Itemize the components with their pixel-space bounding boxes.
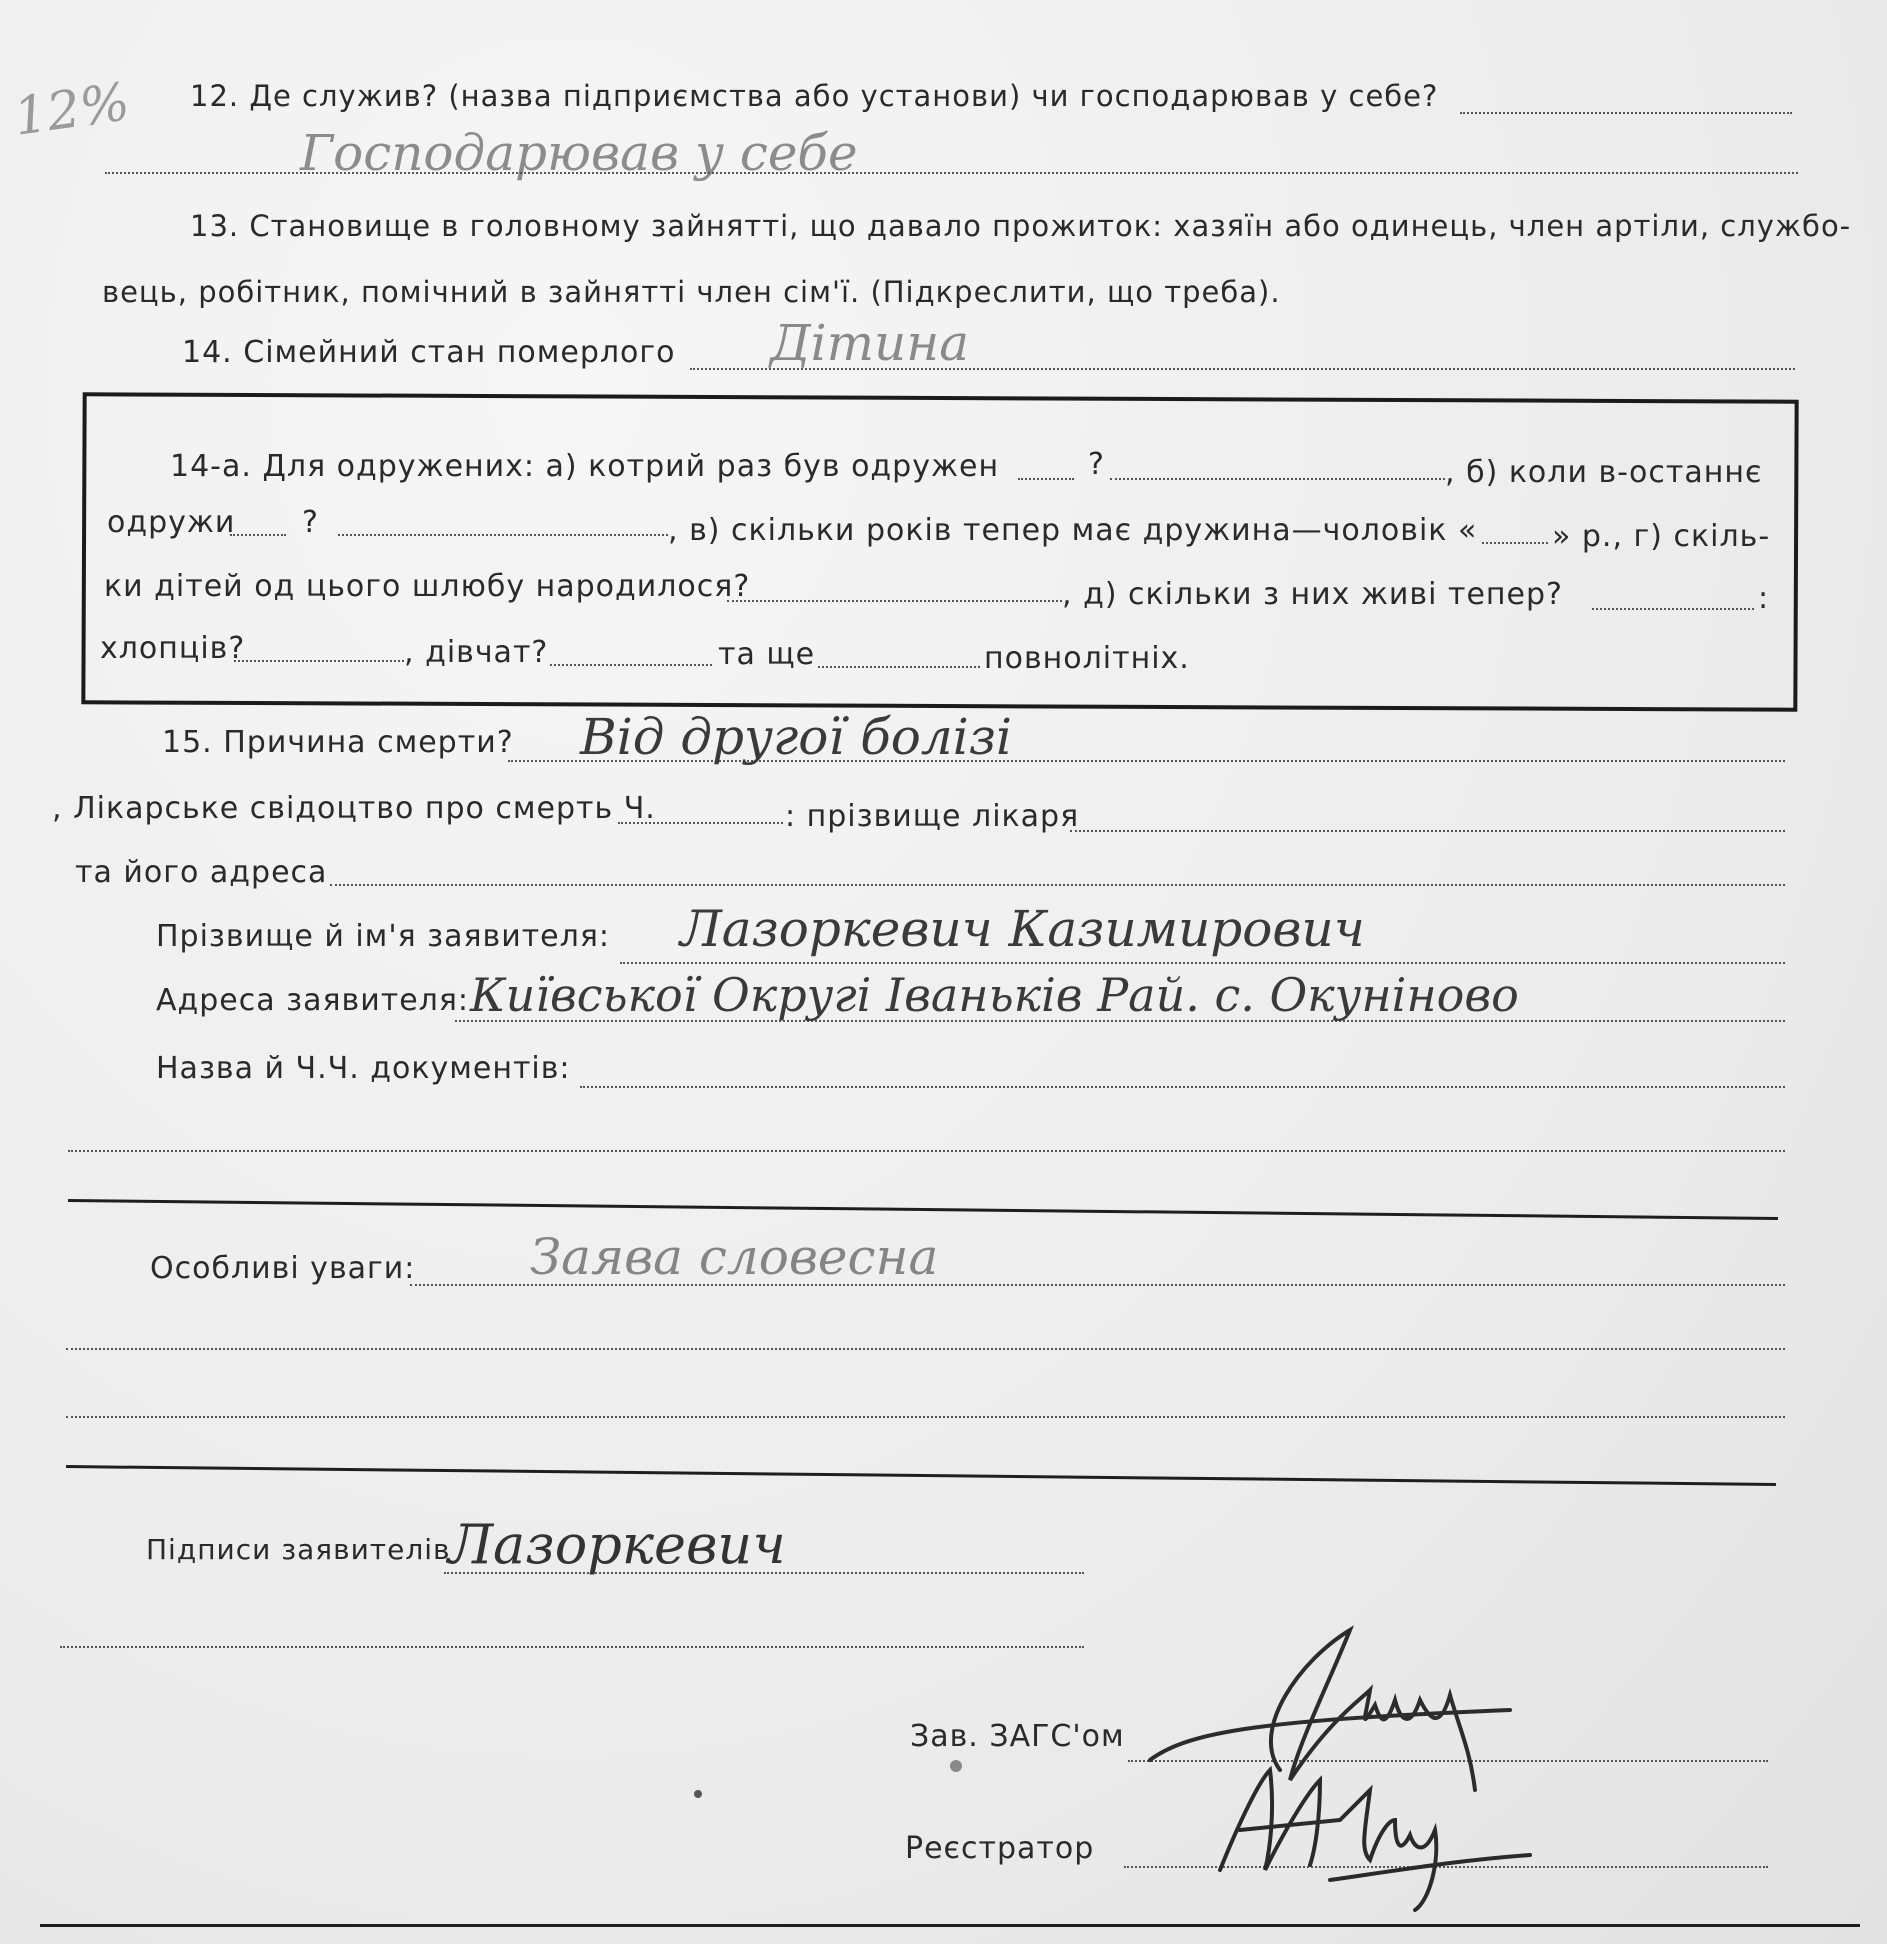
- applicant-signature-label: Підписи заявителів: [146, 1533, 451, 1566]
- remarks-dots-2: [66, 1348, 1785, 1350]
- q14a-dots-2: [1110, 478, 1445, 480]
- q14a-part5: » р., г) скіль-: [1552, 519, 1771, 554]
- medical-dots-3: [330, 884, 1785, 886]
- applicant-signature: Лазоркевич: [448, 1513, 786, 1576]
- q14a-dots-6: [727, 600, 1062, 602]
- documents-dots-2: [68, 1150, 1785, 1152]
- q14a-part1: 14-а. Для одружених: а) котрий раз був одружен: [170, 449, 1000, 484]
- q14a-dots-3: [230, 534, 286, 536]
- q14a-part8: хлопців?: [100, 631, 246, 666]
- q14-label: 14. Сімейний стан померлого: [182, 335, 676, 370]
- applicant-name-value: Лазоркевич Казимирович: [680, 900, 1365, 958]
- q14a-dots-4: [338, 534, 668, 536]
- q14a-dots-7: [1592, 608, 1754, 610]
- zags-head-label: Зав. ЗАГС'ом: [910, 1719, 1125, 1754]
- applicant-signature-dots-2: [60, 1646, 1084, 1648]
- registrar-label: Реєстратор: [905, 1831, 1095, 1866]
- applicant-address-value: Київської Округі Іваньків Рай. с. Окуніново: [470, 968, 1519, 1022]
- q13-line2: вець, робітник, помічний в зайнятті член сім'ї. (Підкреслити, що треба).: [102, 275, 1281, 309]
- q14a-part6: ки дітей од цього шлюбу народилося?: [104, 569, 751, 604]
- q12-dots-1: [1460, 112, 1792, 114]
- q15-label: 15. Причина смерти?: [162, 725, 514, 760]
- remarks-label: Особливі уваги:: [150, 1251, 416, 1286]
- applicant-name-dots: [620, 962, 1785, 964]
- q14a-part4: , в) скільки років тепер має дружина—чоловік «: [668, 513, 1478, 548]
- applicant-address-label: Адреса заявителя:: [156, 983, 470, 1018]
- q12-answer: Господарював у себе: [300, 124, 858, 182]
- q14a-dots-10: [818, 666, 980, 668]
- q14a-part7-end: :: [1758, 581, 1770, 616]
- medical-label-1: , Лікарське свідоцтво про смерть Ч.: [52, 791, 656, 826]
- bottom-rule: [40, 1924, 1860, 1927]
- q14a-part2: , б) коли в-останнє: [1445, 455, 1763, 490]
- q14a-qmark1: ?: [1088, 447, 1105, 482]
- medical-label-2: : прізвище лікаря: [785, 799, 1080, 834]
- q14a-dots-1: [1018, 478, 1074, 480]
- q12-label: 12. Де служив? (назва підприємства або установи) чи господарював у себе?: [190, 79, 1439, 113]
- q15-answer: Від другої болізі: [580, 708, 1012, 766]
- registrar-signature: [1200, 1760, 1580, 1920]
- medical-dots-1: [618, 822, 783, 824]
- q12-dots-2: [105, 172, 1798, 174]
- documents-dots-1: [580, 1086, 1785, 1088]
- q14a-dots-9: [550, 664, 712, 666]
- q13-line1: 13. Становище в головному зайнятті, що давало прожиток: хазяїн або одинець, член артіли, службо-: [190, 209, 1852, 243]
- q14-answer: Дітина: [770, 314, 969, 372]
- margin-note: 12%: [10, 72, 134, 148]
- medical-label-3: та його адреса: [75, 855, 328, 890]
- q14a-dots-8: [234, 660, 404, 662]
- q14a-dots-5: [1482, 542, 1548, 544]
- q14a-part9: , дівчат?: [404, 635, 549, 670]
- ink-dot: [950, 1760, 962, 1772]
- documents-label: Назва й Ч.Ч. документів:: [156, 1051, 571, 1086]
- ink-dot: [694, 1790, 702, 1798]
- medical-dots-2: [1070, 830, 1785, 832]
- q14a-qmark2: ?: [302, 505, 319, 540]
- q14a-part7: , д) скільки з них живі тепер?: [1062, 577, 1563, 612]
- q14a-part3: одружи: [107, 505, 236, 540]
- married-section-box: [81, 392, 1798, 711]
- remarks-value: Заява словесна: [530, 1228, 939, 1286]
- section-rule-1: [68, 1199, 1778, 1220]
- q14a-part11: повнолітніх.: [984, 641, 1190, 676]
- applicant-name-label: Прізвище й ім'я заявителя:: [156, 919, 610, 954]
- q14a-part10: та ще: [718, 637, 816, 672]
- section-rule-2: [66, 1465, 1776, 1486]
- remarks-dots-3: [66, 1416, 1785, 1418]
